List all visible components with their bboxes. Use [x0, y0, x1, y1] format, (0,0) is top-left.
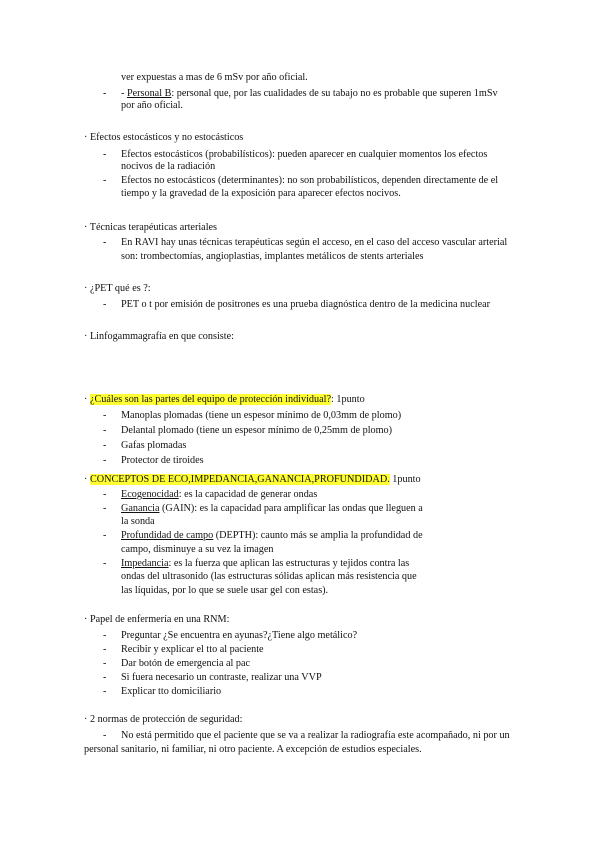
points-label: 1punto [389, 474, 421, 485]
bullet-text: tiempo y la gravedad de la exposición para aparecer efectos nocivos. [121, 188, 401, 199]
text-line: ver expuestas a mas de 6 mSv por año oficial. [121, 72, 308, 83]
bullet-dash: - [103, 658, 107, 669]
section-heading: · Linfogammagrafía en que consiste: [84, 331, 234, 342]
bullet-dash: - [103, 489, 107, 500]
text-span: - [121, 88, 127, 99]
section-heading [84, 394, 365, 406]
bullet-text: En RAVI hay unas técnicas terapéuticas según el acceso, en el caso del acceso vascular arterial [121, 237, 508, 248]
section-heading: · ¿PET qué es ?: [84, 283, 151, 294]
text-span: : es la capacidad de generar ondas [178, 489, 318, 500]
bullet-text: Dar botón de emergencia al pac [121, 658, 251, 669]
bullet-text: Manoplas plomadas (tiene un espesor mínimo de 0,03mm de plomo) [121, 410, 402, 421]
bullet-dash: - [103, 149, 107, 160]
text-span: : personal que, por las cualidades de su tabajo no es probable que superen 1mSv [171, 88, 498, 99]
bullet-dash: - [103, 644, 107, 655]
points-label: : 1punto [331, 394, 365, 405]
bullet-text: Preguntar ¿Se encuentra en ayunas?¿Tiene algo metálico? [121, 630, 358, 641]
bullet-text: nocivos de la radiación [121, 161, 216, 172]
bullet-dash: - [103, 455, 107, 466]
term-underlined: Profundidad de campo [121, 530, 214, 541]
bullet-dash: - [103, 530, 107, 541]
bullet-text: personal sanitario, ni familiar, ni otro paciente. A excepción de estudios especiales. [84, 744, 422, 755]
bullet-dash: - [103, 440, 107, 451]
personal-b-line [121, 88, 498, 100]
text-line: por año oficial. [121, 100, 183, 111]
bullet-text: Recibir y explicar el tto al paciente [121, 644, 264, 655]
bullet-dash: - [103, 299, 107, 310]
bullet-text: Efectos estocásticos (probabilísticos): pueden aparecer en cualquier momentos los efectos [121, 149, 488, 160]
highlighted-question: CONCEPTOS DE ECO,IMPEDANCIA,GANANCIA,PROFUNDIDAD. [89, 474, 390, 485]
bullet-text: Efectos no estocásticos (determinantes): no son probabilísticos, dependen directamente de el [121, 175, 499, 186]
concept-item [121, 503, 423, 515]
bullet-dash: - [103, 558, 107, 569]
text-span: (DEPTH): caunto más se amplia la profundidad de [213, 530, 423, 541]
concept-item [121, 489, 317, 501]
term-underlined: Ecogenocidad [121, 489, 179, 500]
bullet-dash: - [103, 425, 107, 436]
bullet-dash: - [103, 630, 107, 641]
bullet-text: PET o t por emisión de positrones es una prueba diagnóstica dentro de la medicina nuclear [121, 299, 491, 310]
term-underlined: Ganancia [121, 503, 160, 514]
bullet-dash: - [103, 88, 107, 99]
term-underlined: Personal B [126, 88, 172, 99]
bullet-dash: - [103, 503, 107, 514]
bullet-dash: - [103, 686, 107, 697]
bullet-text: ondas del ultrasonido (las estructuras sólidas aplican más resistencia que [121, 571, 417, 582]
bullet-text: Si fuera necesario un contraste, realizar una VVP [121, 672, 322, 683]
bullet-dash: - [103, 237, 107, 248]
bullet-text: Explicar tto domiciliario [121, 686, 222, 697]
concept-item [121, 558, 409, 570]
bullet-text: son: trombectomías, angioplastias, implantes metálicos de stents arteriales [121, 251, 424, 262]
section-heading: · 2 normas de protección de seguridad: [84, 714, 243, 725]
bullet-text: Protector de tiroides [121, 455, 204, 466]
text-span: : es la fuerza que aplican las estructuras y tejidos contra las [168, 558, 410, 569]
bullet-text: la sonda [121, 516, 155, 527]
section-heading [84, 474, 421, 486]
concept-item [121, 530, 423, 542]
section-heading: · Técnicas terapéuticas arteriales [84, 222, 218, 233]
term-underlined: Impedancia [121, 558, 169, 569]
text-span: · [84, 474, 90, 485]
bullet-dash: - [103, 175, 107, 186]
bullet-dash: - [103, 672, 107, 683]
bullet-text: Delantal plomado (tiene un espesor mínimo de 0,25mm de plomo) [121, 425, 393, 436]
bullet-text: las líquidas, por lo que se suele usar gel con estas). [121, 585, 329, 596]
section-heading: · Efectos estocásticos y no estocásticos [84, 132, 244, 143]
highlighted-question: ¿Cuáles son las partes del equipo de protección individual? [89, 394, 331, 405]
bullet-text: campo, disminuye a su vez la imagen [121, 544, 274, 555]
bullet-text: Gafas plomadas [121, 440, 187, 451]
text-span: · [84, 394, 90, 405]
bullet-dash: - [103, 410, 107, 421]
section-heading: · Papel de enfermería en una RNM: [84, 614, 230, 625]
text-span: (GAIN): es la capacidad para amplificar las ondas que lleguen a [159, 503, 423, 514]
bullet-dash: - [103, 730, 107, 741]
bullet-text: No está permitido que el paciente que se va a realizar la radiografía este acompañado, ni por un [121, 730, 510, 741]
